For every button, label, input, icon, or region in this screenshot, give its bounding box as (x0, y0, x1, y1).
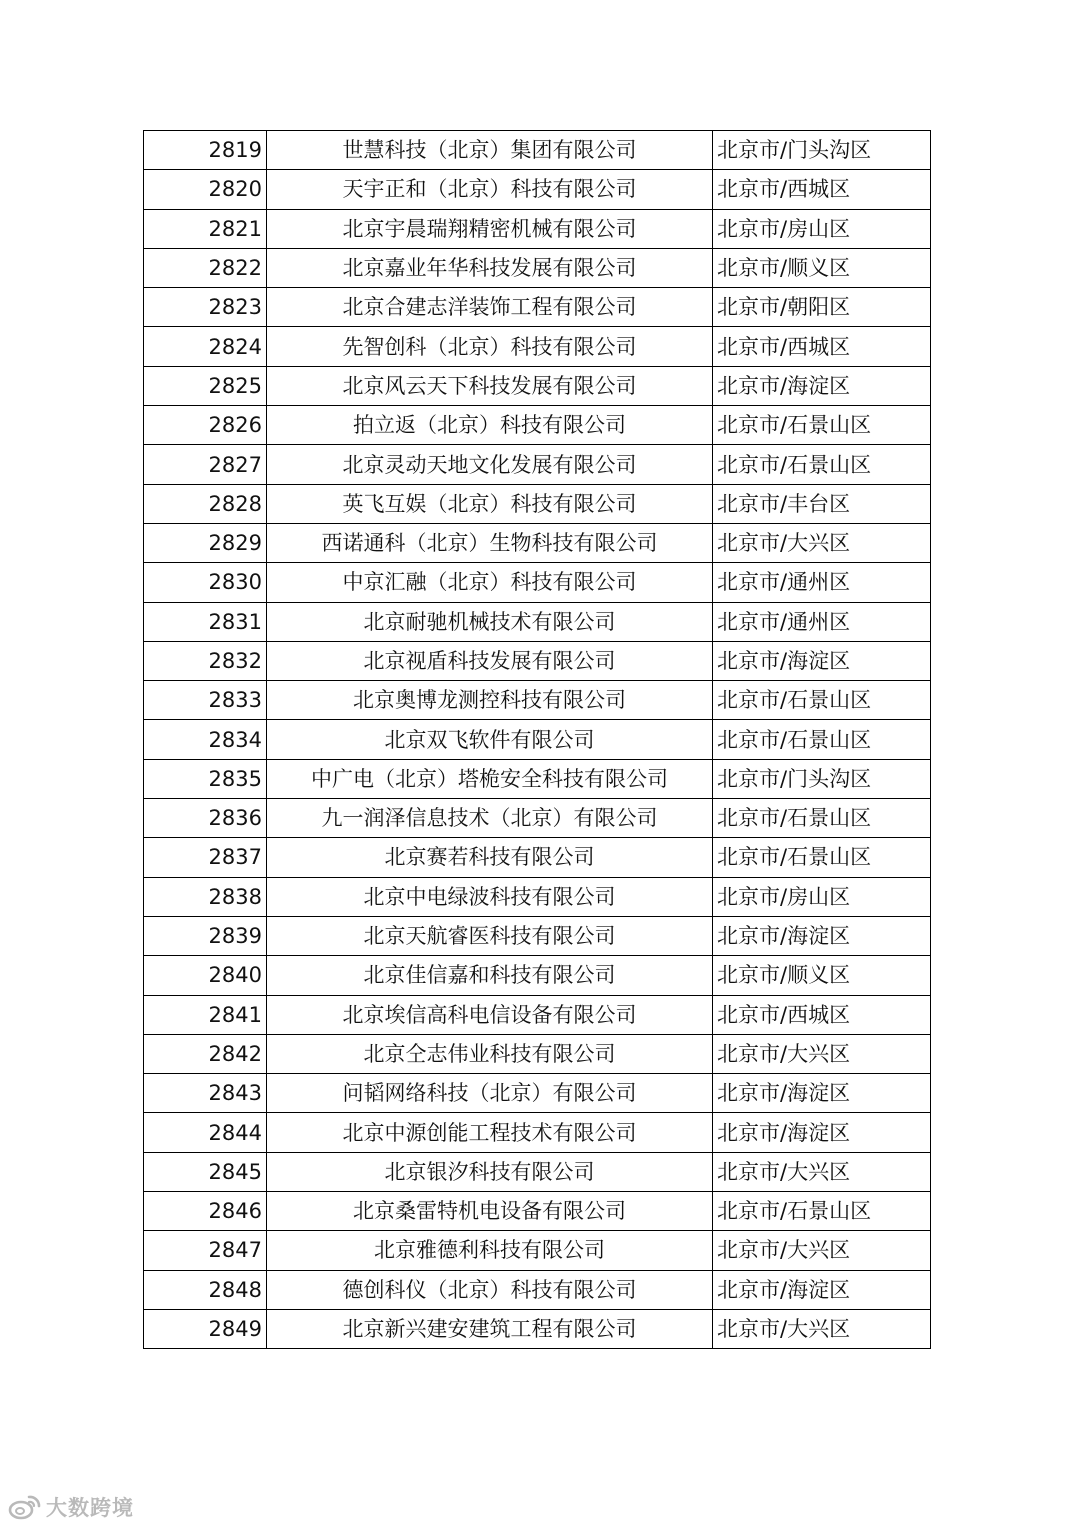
company-location: 北京市/房山区 (713, 209, 931, 248)
row-number: 2827 (144, 445, 267, 484)
company-location: 北京市/大兴区 (713, 1152, 931, 1191)
company-name: 天宇正和（北京）科技有限公司 (267, 170, 713, 209)
company-name: 北京银汐科技有限公司 (267, 1152, 713, 1191)
company-location: 北京市/石景山区 (713, 445, 931, 484)
company-name: 北京桑雷特机电设备有限公司 (267, 1192, 713, 1231)
company-name: 北京埃信高科电信设备有限公司 (267, 995, 713, 1034)
company-location: 北京市/通州区 (713, 563, 931, 602)
company-name: 北京耐驰机械技术有限公司 (267, 602, 713, 641)
company-location: 北京市/西城区 (713, 995, 931, 1034)
watermark-text: 大数跨境 (46, 1496, 134, 1520)
table-row (144, 484, 931, 523)
company-location: 北京市/丰台区 (713, 484, 931, 523)
company-location: 北京市/海淀区 (713, 916, 931, 955)
table-row (144, 1113, 931, 1152)
table-body (144, 131, 931, 1349)
row-number: 2845 (144, 1152, 267, 1191)
table-row (144, 1034, 931, 1073)
company-name: 北京赛若科技有限公司 (267, 838, 713, 877)
company-location: 北京市/房山区 (713, 877, 931, 916)
watermark (8, 1492, 134, 1522)
table-row (144, 1192, 931, 1231)
company-location: 北京市/顺义区 (713, 248, 931, 287)
company-name: 北京灵动天地文化发展有限公司 (267, 445, 713, 484)
company-location: 北京市/门头沟区 (713, 131, 931, 170)
company-location: 北京市/大兴区 (713, 1034, 931, 1073)
row-number: 2834 (144, 720, 267, 759)
row-number: 2841 (144, 995, 267, 1034)
company-name: 中广电（北京）塔桅安全科技有限公司 (267, 759, 713, 798)
company-name: 北京合建志洋装饰工程有限公司 (267, 288, 713, 327)
company-location: 北京市/大兴区 (713, 1309, 931, 1348)
table-row (144, 641, 931, 680)
company-location: 北京市/顺义区 (713, 956, 931, 995)
row-number: 2840 (144, 956, 267, 995)
row-number: 2822 (144, 248, 267, 287)
row-number: 2824 (144, 327, 267, 366)
row-number: 2846 (144, 1192, 267, 1231)
row-number: 2839 (144, 916, 267, 955)
table-row (144, 995, 931, 1034)
table-row (144, 288, 931, 327)
row-number: 2820 (144, 170, 267, 209)
table-row (144, 248, 931, 287)
table-row (144, 838, 931, 877)
table-row (144, 1152, 931, 1191)
company-name: 北京中源创能工程技术有限公司 (267, 1113, 713, 1152)
company-table (143, 130, 931, 1349)
table-row (144, 445, 931, 484)
row-number: 2825 (144, 366, 267, 405)
row-number: 2843 (144, 1074, 267, 1113)
row-number: 2836 (144, 799, 267, 838)
table-row (144, 877, 931, 916)
table-row (144, 406, 931, 445)
company-name: 北京奥博龙测控科技有限公司 (267, 681, 713, 720)
company-name: 北京视盾科技发展有限公司 (267, 641, 713, 680)
table-row (144, 1074, 931, 1113)
row-number: 2844 (144, 1113, 267, 1152)
company-location: 北京市/西城区 (713, 327, 931, 366)
row-number: 2821 (144, 209, 267, 248)
company-name: 德创科仪（北京）科技有限公司 (267, 1270, 713, 1309)
table-row (144, 327, 931, 366)
company-name: 问韬网络科技（北京）有限公司 (267, 1074, 713, 1113)
row-number: 2849 (144, 1309, 267, 1348)
table-row (144, 759, 931, 798)
table-row (144, 681, 931, 720)
company-location: 北京市/石景山区 (713, 681, 931, 720)
table-row (144, 956, 931, 995)
table-row (144, 1309, 931, 1348)
table-row (144, 602, 931, 641)
company-location: 北京市/石景山区 (713, 838, 931, 877)
company-name: 西诺通科（北京）生物科技有限公司 (267, 523, 713, 562)
company-name: 北京雅德利科技有限公司 (267, 1231, 713, 1270)
row-number: 2847 (144, 1231, 267, 1270)
company-location: 北京市/大兴区 (713, 523, 931, 562)
company-name: 北京嘉业年华科技发展有限公司 (267, 248, 713, 287)
company-location: 北京市/朝阳区 (713, 288, 931, 327)
row-number: 2829 (144, 523, 267, 562)
company-name: 世慧科技（北京）集团有限公司 (267, 131, 713, 170)
row-number: 2832 (144, 641, 267, 680)
company-name: 英飞互娱（北京）科技有限公司 (267, 484, 713, 523)
company-name: 北京佳信嘉和科技有限公司 (267, 956, 713, 995)
company-location: 北京市/海淀区 (713, 1270, 931, 1309)
company-name: 九一润泽信息技术（北京）有限公司 (267, 799, 713, 838)
company-name: 北京仝志伟业科技有限公司 (267, 1034, 713, 1073)
company-name: 拍立返（北京）科技有限公司 (267, 406, 713, 445)
row-number: 2828 (144, 484, 267, 523)
company-location: 北京市/海淀区 (713, 1113, 931, 1152)
table-row (144, 1270, 931, 1309)
company-location: 北京市/门头沟区 (713, 759, 931, 798)
company-name: 北京新兴建安建筑工程有限公司 (267, 1309, 713, 1348)
table-row (144, 799, 931, 838)
row-number: 2838 (144, 877, 267, 916)
company-name: 北京天航睿医科技有限公司 (267, 916, 713, 955)
row-number: 2842 (144, 1034, 267, 1073)
row-number: 2833 (144, 681, 267, 720)
row-number: 2823 (144, 288, 267, 327)
company-location: 北京市/海淀区 (713, 641, 931, 680)
table-row (144, 563, 931, 602)
company-location: 北京市/石景山区 (713, 799, 931, 838)
row-number: 2831 (144, 602, 267, 641)
company-location: 北京市/大兴区 (713, 1231, 931, 1270)
company-location: 北京市/通州区 (713, 602, 931, 641)
company-name: 北京风云天下科技发展有限公司 (267, 366, 713, 405)
table-row (144, 170, 931, 209)
company-location: 北京市/石景山区 (713, 1192, 931, 1231)
company-location: 北京市/海淀区 (713, 1074, 931, 1113)
table-row (144, 1231, 931, 1270)
row-number: 2826 (144, 406, 267, 445)
table-row (144, 131, 931, 170)
company-name: 先智创科（北京）科技有限公司 (267, 327, 713, 366)
company-location: 北京市/海淀区 (713, 366, 931, 405)
row-number: 2830 (144, 563, 267, 602)
row-number: 2848 (144, 1270, 267, 1309)
company-name: 中京汇融（北京）科技有限公司 (267, 563, 713, 602)
company-name: 北京宇晨瑞翔精密机械有限公司 (267, 209, 713, 248)
row-number: 2837 (144, 838, 267, 877)
company-location: 北京市/石景山区 (713, 406, 931, 445)
table-row (144, 916, 931, 955)
table-row (144, 366, 931, 405)
company-name: 北京中电绿波科技有限公司 (267, 877, 713, 916)
company-name: 北京双飞软件有限公司 (267, 720, 713, 759)
company-location: 北京市/石景山区 (713, 720, 931, 759)
table-row (144, 523, 931, 562)
table-row (144, 720, 931, 759)
table-row (144, 209, 931, 248)
row-number: 2835 (144, 759, 267, 798)
weibo-logo-icon (8, 1493, 42, 1521)
company-location: 北京市/西城区 (713, 170, 931, 209)
row-number: 2819 (144, 131, 267, 170)
